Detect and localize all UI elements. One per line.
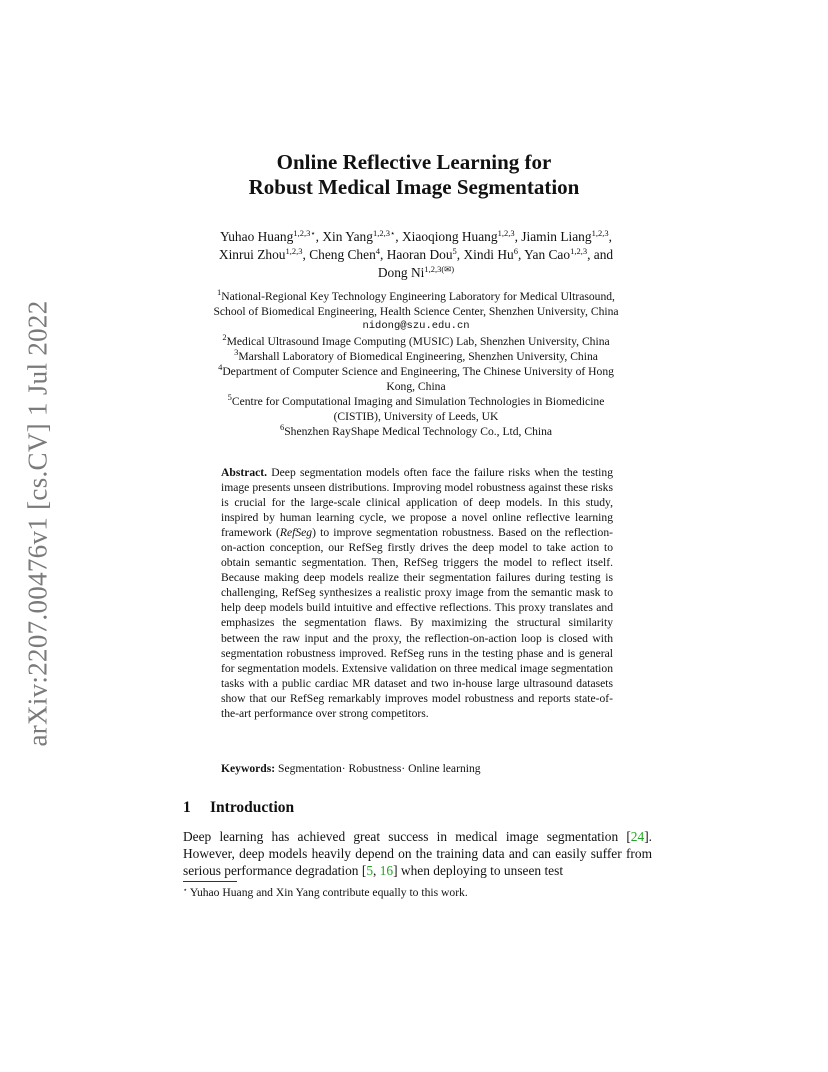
footnote-text: Yuhao Huang and Xin Yang contribute equally to this work. (189, 886, 468, 899)
author-name: Haoran Dou (386, 247, 453, 262)
author-name: Xin Yang (322, 229, 373, 244)
abstract-label: Abstract. (221, 466, 268, 479)
affil-sup: 5 (227, 392, 232, 402)
author-name: Xiaoqiong Huang (401, 229, 498, 244)
affil-text: Centre for Computational Imaging and Simulation Technologies in Biomedicine (231, 395, 605, 408)
affiliation-1 (176, 289, 656, 304)
citation-link[interactable]: 24 (630, 829, 645, 844)
affiliation-2 (176, 334, 656, 349)
affiliation-6 (176, 424, 656, 439)
keywords (221, 762, 613, 775)
author-affil-sup: 1,2,3 (497, 228, 515, 238)
keywords-text: Segmentation· Robustness· Online learning (278, 762, 481, 775)
abstract-text: Deep segmentation models often face the failure risks when the testing image presents unseen distributions. Improving model robustness against these risks is crucial for the large-scale clinical application of deep models. In this study, inspired by human learning cycle, we propose a novel online reflective learning framework ( (221, 466, 613, 540)
affiliation-4-cont: Kong, China (386, 380, 446, 393)
affiliation-4 (176, 364, 656, 379)
author-name: Xinrui Zhou (218, 247, 286, 262)
abstract-text-cont: ) to improve segmentation robustness. Based on the reflection-on-action conception, our RefSeg firstly drives the deep model to take action to obtain semantic segmentation. Then, RefSeg triggers the model to reflect itself. Because making deep models realize their segmentation failures during testing is challenging, RefSeg synthesizes a realistic proxy image from the semantic mask to help deep models build intuitive and effective reflections. This proxy translates and emphasizes the segmentation flaws. By maximizing the structural similarity between the raw input and the proxy, the reflection-on-action loop is closed with segmentation robustness improved. RefSeg runs in the testing phase and is general for segmentation models. Extensive validation on three medical image segmentation tasks with a public cardiac MR dataset and two in-house large ultrasound datasets show that our RefSeg remarkably improves model robustness and reports state-of-the-art performance over strong competitors. (221, 526, 613, 720)
contact-email[interactable]: nidong@szu.edu.cn (362, 320, 470, 332)
citation-link[interactable]: 16 (379, 863, 394, 878)
author-name: Cheng Chen (309, 247, 376, 262)
affil-sup: 4 (218, 362, 223, 372)
author-name: Yan Cao (524, 247, 571, 262)
affiliation-5-cont: (CISTIB), University of Leeds, UK (333, 410, 499, 423)
author-name: Jiamin Liang (521, 229, 592, 244)
section-heading (183, 799, 294, 817)
author-list: Yuhao Huang$^{1,2,3⋆}$, Xin Yang$^{1,2,3⋆}$, Xiaoqiong Huang$^{1,2,3}$, Jiamin Liang$^{1,2,3}$, Xinrui Zhou$^{1,2,3}$, Cheng Chen$^4$, Haoran Dou$^5$, Xindi Hu$^6$, Yan Cao$^{1,2,3}$, and Dong $Ni^{1,2,3(✉)}$ (218, 228, 614, 280)
affil-sup: 1 (217, 287, 222, 297)
author-name: Dong Ni (377, 265, 425, 280)
citation-link[interactable]: 5 (366, 863, 374, 878)
affil-sup: 3 (234, 347, 239, 357)
footnote (183, 886, 468, 899)
footnote-rule (183, 881, 237, 882)
author-affil-sup: 1,2,3⋆ (372, 228, 396, 238)
author-affil-sup: 1,2,3 (570, 246, 588, 256)
affil-text: Shenzhen RayShape Medical Technology Co., Ltd, China (284, 425, 553, 438)
affil-text: Marshall Laboratory of Biomedical Engineering, Shenzhen University, China (238, 350, 598, 363)
affiliation-5 (176, 394, 656, 409)
affil-text: National-Regional Key Technology Engineering Laboratory for Medical Ultrasound, (221, 290, 615, 303)
affil-sup: 6 (279, 422, 285, 432)
author-affil-sup: 1,2,3 (285, 246, 303, 256)
author-affil-sup: 1,2,3⋆ (293, 228, 316, 238)
author-name: Xindi Hu (463, 247, 514, 262)
abstract (221, 465, 613, 721)
author-affil-sup: 5 (452, 246, 457, 256)
author-affil-sup: 6 (513, 246, 518, 256)
affiliations (176, 289, 656, 439)
affiliation-3 (176, 349, 656, 364)
affiliation-1-cont: School of Biomedical Engineering, Health Science Center, Shenzhen University, China (213, 305, 619, 318)
keywords-label: Keywords: (221, 762, 276, 775)
author-name: Yuhao Huang (220, 229, 294, 244)
author-affil-sup: 4 (375, 246, 381, 256)
affil-text: Medical Ultrasound Image Computing (MUSIC) Lab, Shenzhen University, China (226, 335, 610, 348)
affil-text: Department of Computer Science and Engineering, The Chinese University of Hong (222, 365, 614, 378)
paper-title (0, 150, 828, 200)
footnote-mark: ⋆ (183, 886, 188, 894)
title-line-2: Robust Medical Image Segmentation (248, 175, 580, 199)
arxiv-stamp: arXiv:2207.00476v1 [cs.CV] 1 Jul 2022 (22, 300, 53, 747)
title-line-1: Online Reflective Learning for (276, 150, 552, 174)
intro-text: , (373, 863, 380, 878)
author-affil-sup: 1,2,3 (591, 228, 609, 238)
intro-text: Deep learning has achieved great success in medical image segmentation [ (183, 829, 631, 844)
affil-sup: 2 (222, 332, 227, 342)
author-affil-sup: 1,2,3(✉) (424, 264, 455, 274)
section-number: 1 (183, 799, 191, 816)
intro-text: ] when deploying to unseen test (393, 863, 564, 878)
section-title: Introduction (210, 799, 295, 816)
intro-text: ]. However, deep models heavily depend on the training data and can easily suffer from serious performance degradation [ (183, 829, 652, 878)
intro-paragraph (183, 828, 652, 879)
method-name: RefSeg (279, 526, 313, 540)
